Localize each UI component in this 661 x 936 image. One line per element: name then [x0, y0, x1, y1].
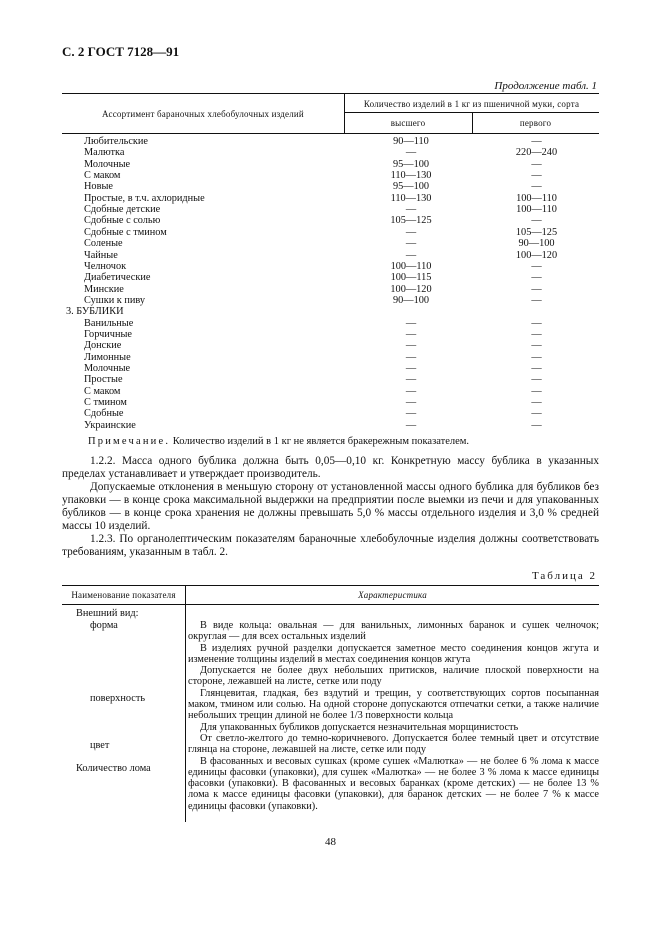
table-1-row-name: Украинские	[84, 419, 136, 431]
table-1-row-top-grade: 95—100	[392, 158, 430, 170]
table-1-row-top-grade: —	[405, 317, 417, 329]
table-1-row-top-grade: —	[405, 147, 417, 159]
label-breakage: Количество лома	[76, 763, 151, 774]
table-1-row-first-grade: 90—100	[518, 238, 555, 250]
color-text: От светло-желтого до темно-коричневого. Допускается более темный цвет и отсутствие глянца на стороне, лежавшей на листе, сетке или поду	[188, 732, 599, 756]
page-header: С. 2 ГОСТ 7128—91	[62, 44, 180, 59]
table-1-row-first-grade: —	[531, 419, 542, 431]
table-1-row-top-grade: —	[405, 226, 417, 238]
table-1-row-first-grade: —	[531, 385, 542, 397]
table-1-row-first-grade: —	[531, 260, 542, 272]
paragraph: 1.2.3. По органолептическим показателям бараночные хлебобулочные изделия должны соответствовать требованиям, указанным в табл. 2.	[62, 533, 599, 558]
paragraph: 1.2.2. Масса одного бублика должна быть 0,05—0,10 кг. Конкретную массу бублика в указанных пределах устанавливает и утверждает производитель.	[62, 455, 599, 480]
table-1-row-first-grade: 100—110	[516, 204, 557, 216]
table-1-row-top-grade: 95—100	[392, 181, 430, 193]
table-1-row-first-grade: —	[531, 272, 542, 284]
table-continuation-label: Продолжение табл. 1	[494, 80, 597, 92]
table-1-row-first-grade: —	[531, 397, 542, 409]
table-1-row-name: Горчичные	[84, 328, 132, 340]
table-1-row-name: Соленые	[84, 238, 123, 250]
table-1-row-first-grade: —	[531, 215, 542, 227]
table-1-row-top-grade: —	[405, 204, 417, 216]
table-1-row-top-grade: 90—110	[393, 136, 429, 147]
form-text: Допускается не более двух небольших притисков, наличие плоской поверхности на стороне, лежавшей на листе, сетке или поду	[188, 665, 599, 688]
table-1-row-name: Простые	[84, 374, 123, 386]
table-1-row-top-grade: —	[405, 419, 417, 431]
table-1-row-first-grade: —	[531, 170, 542, 182]
label-surface: поверхность	[90, 693, 146, 704]
surface-text: Для упакованных бубликов допускается незначительная морщинистость	[200, 721, 519, 733]
table-1-col-name: Ассортимент бараночных хлебобулочных изделий	[102, 109, 304, 119]
table-1-note	[88, 436, 469, 447]
table-1-row-first-grade: —	[531, 283, 542, 295]
table-2-caption: Таблица 2	[531, 570, 597, 582]
table-1-row-first-grade: —	[531, 351, 542, 363]
table-1-row-top-grade: —	[405, 351, 417, 363]
table-1-row-name: Донские	[84, 340, 122, 352]
table-1-row-name: Чайные	[84, 249, 118, 261]
table-1-row-name: Любительские	[84, 136, 148, 147]
table-1-row-first-grade: 100—120	[515, 249, 558, 261]
table-1-col-top-grade: высшего	[390, 118, 426, 128]
table-1-row-first-grade: —	[531, 136, 542, 147]
table-1-row-first-grade: —	[531, 340, 542, 352]
table-1-row-first-grade: —	[531, 158, 542, 170]
page-number: 48	[325, 836, 336, 848]
table-1-row-top-grade: —	[405, 408, 417, 420]
table-1-row-top-grade: 110—130	[390, 170, 432, 182]
table-1-row-first-grade: —	[531, 294, 542, 306]
surface-text: Глянцевитая, гладкая, без вздутий и трещин, у соответствующих сортов посыпанная маком, тмином или солью. На одной стороне допускаются отпечатки сетки, а также наличие небольших трещин длиной не более 1/3 поверхности кольца	[188, 687, 599, 722]
body-text	[62, 455, 599, 559]
table-1-row-first-grade: 105—125	[515, 226, 558, 238]
breakage-text: В фасованных и весовых сушках (кроме сушек «Малютка» — не более 6 % лома к массе единицы фасовки (упаковки), для сушек «Малютка» — не более 3 % лома к массе единицы фасовки (упаковки). В фасованных и весовых баранках (кроме детских) — не более 13 % лома к массе единицы фасовки (упаковки), для баранок детских — не более 7 % к массе единицы фасовки (упаковки).	[188, 755, 599, 812]
table-1-row-name: Минские	[84, 283, 124, 295]
table-1-row-top-grade: —	[405, 385, 417, 397]
table-1-row-top-grade: —	[405, 328, 417, 340]
table-1-row-top-grade: —	[405, 397, 417, 409]
table-1-row-first-grade: —	[531, 408, 542, 420]
table-1-row-top-grade: —	[405, 249, 417, 261]
table-1-row-top-grade: 100—120	[390, 283, 432, 295]
table-2-col-name: Наименование показателя	[71, 590, 176, 600]
note-label: Примечание.	[88, 436, 171, 447]
table-1-col-first-grade: первого	[519, 118, 552, 128]
table-1-row-name: Молочные	[84, 363, 131, 374]
table-1-row-top-grade: —	[405, 374, 417, 386]
table-1-row-top-grade: —	[405, 340, 417, 352]
table-1-row-first-grade: 220—240	[515, 147, 558, 159]
table-1-row-name: Малютка	[84, 147, 125, 159]
table-1-row-name: Сдобные с тмином	[84, 226, 167, 238]
form-text: В виде кольца: овальная — для ванильных, лимонных баранок и сушек челночок; округлая — для всех остальных изделий	[188, 620, 599, 643]
table-1-row-name: С маком	[84, 170, 121, 182]
table-1-col-group: Количество изделий в 1 кг из пшеничной муки, сорта	[363, 99, 580, 109]
table-1-row-name: Ванильные	[84, 317, 134, 329]
table-1-row-name: Сушки к пиву	[84, 294, 146, 306]
table-1-row-name: Диабетические	[84, 272, 151, 284]
table-1-row-first-grade: —	[531, 328, 542, 340]
table-1-row-top-grade: —	[405, 238, 417, 250]
table-1-row-top-grade: 90—100	[392, 294, 430, 306]
label-color: цвет	[90, 740, 110, 751]
table-1-row-top-grade: 105—125	[390, 215, 432, 227]
note-text: Количество изделий в 1 кг не является бракережным показателем.	[172, 436, 470, 447]
table-2-col-char: Характеристика	[358, 590, 427, 600]
table-1-row-name: Лимонные	[84, 351, 131, 363]
table-1-row-name: Простые, в т.ч. ахлоридные	[84, 192, 205, 204]
table-1-row-first-grade: —	[531, 317, 542, 329]
table-1-row-first-grade: —	[531, 374, 542, 386]
table-1-row-top-grade: 110—130	[390, 192, 432, 204]
table-1-row-name: С тмином	[84, 397, 127, 409]
label-form: форма	[90, 620, 118, 631]
table-1-row-top-grade: —	[405, 363, 417, 374]
table-1-row-top-grade: 100—115	[390, 272, 432, 284]
table-1-row-name: Молочные	[84, 158, 131, 170]
table-1-row-name: Новые	[84, 181, 113, 193]
paragraph: Допускаемые отклонения в меньшую сторону от установленной массы одного бублика для бубликов без упаковки — в конце срока максимальной выдержки на предприятии после выемки из печи и для упакованных бубликов — в конце срока хранения не должны превышать 5,0 % массы отдельного изделия и 3,0 % средней массы 10 изделий.	[62, 481, 599, 532]
table-1-row-first-grade: 100—110	[516, 192, 557, 204]
table-1-row-top-grade: 100—110	[390, 260, 432, 272]
label-appearance: Внешний вид:	[76, 608, 139, 619]
table-1-row-first-grade: —	[531, 363, 542, 374]
table-1-row-name: Сдобные детские	[84, 204, 161, 216]
table-1-row-first-grade: —	[531, 181, 542, 193]
table-1-row-name: Челночок	[84, 260, 127, 272]
table-1-row-name: Сдобные	[84, 408, 124, 420]
form-text: В изделиях ручной разделки допускается заметное место соединения концов жгута и изменение толщины изделий в местах соединения концов жгута	[188, 642, 599, 665]
table-1-row-name: 3. БУБЛИКИ	[66, 306, 124, 318]
characteristics-column	[188, 620, 599, 812]
table-1-row-name: С маком	[84, 385, 121, 397]
table-1-row-name: Сдобные с солью	[84, 215, 161, 227]
